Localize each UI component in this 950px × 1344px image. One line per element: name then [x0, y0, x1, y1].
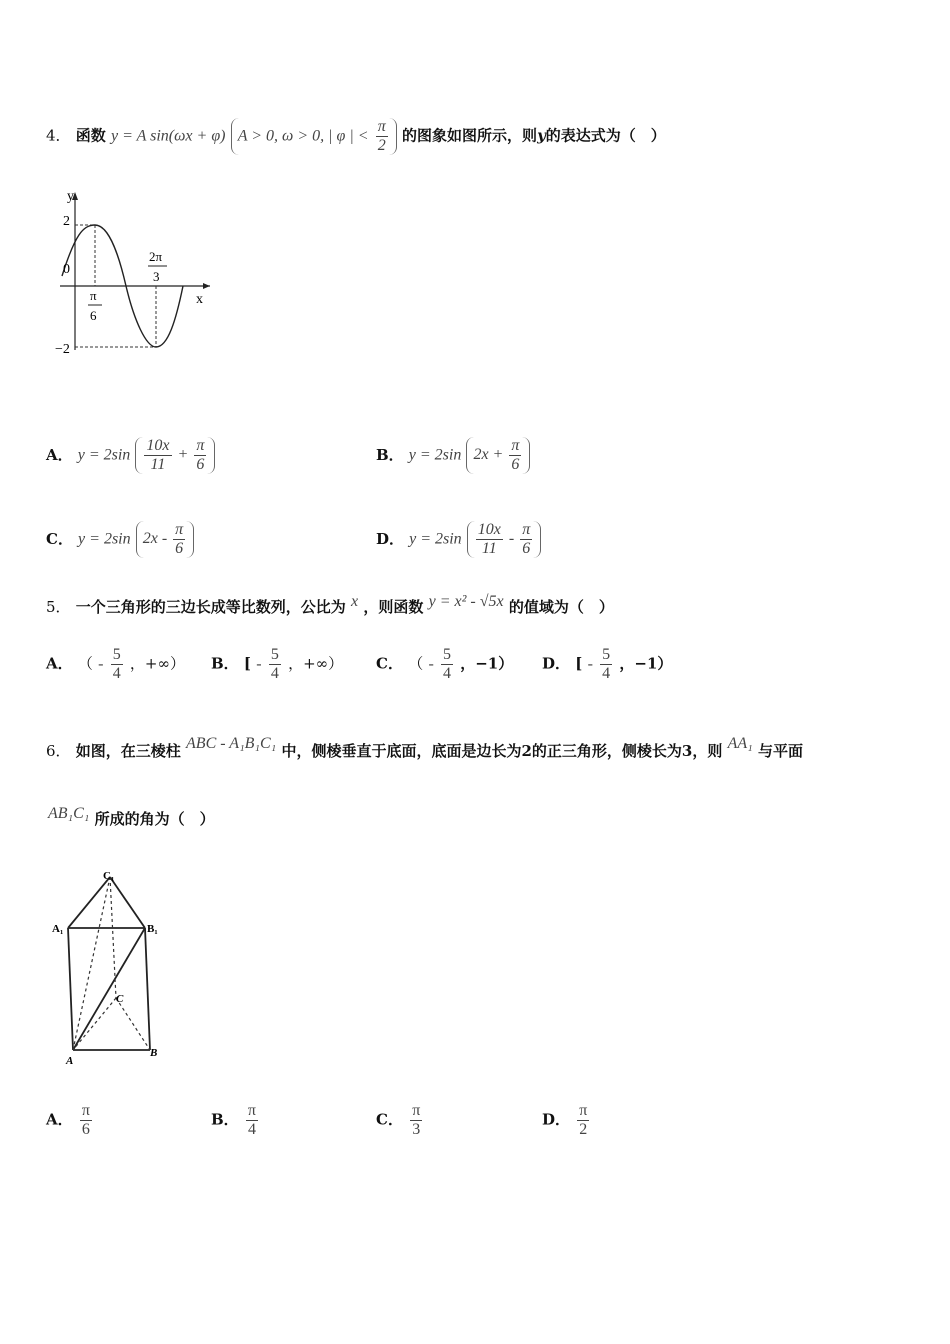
- label-c1: C₁: [103, 870, 115, 882]
- label-a1: A₁: [52, 923, 64, 935]
- graph-2pi3-num: 2π: [149, 249, 163, 264]
- frac-num: π: [196, 437, 205, 454]
- question-5-stem: [46, 593, 614, 617]
- option-label: D．: [542, 654, 571, 673]
- question-4-formula: y = A sin(ωx + φ): [111, 127, 226, 145]
- question-4-suffix-b: 的表达式为（ ）: [545, 126, 666, 145]
- option-label: C．: [46, 530, 73, 548]
- frac-den: 6: [81, 1121, 90, 1138]
- frac-num: π: [377, 118, 386, 135]
- edge-a1-a: [68, 928, 73, 1050]
- question-4-number: 4．: [46, 126, 71, 145]
- graph-pi6-num: π: [90, 288, 97, 303]
- label-c: C: [116, 993, 124, 1005]
- option-sign: -: [98, 655, 104, 673]
- frac-den: 4: [443, 665, 451, 682]
- frac-num: 5: [270, 646, 279, 663]
- option-rest: ，−1）: [619, 654, 673, 673]
- frac-den: 6: [196, 456, 205, 473]
- graph-tick-0: 0: [63, 262, 70, 277]
- edge-b1-b: [145, 928, 150, 1050]
- frac-den: 4: [602, 665, 611, 682]
- option-label: A．: [46, 446, 73, 464]
- q5-option-a[interactable]: [46, 646, 185, 683]
- frac-num: π: [175, 521, 184, 538]
- option-rest: ，−1）: [460, 654, 514, 673]
- question-5-text-a: 一个三角形的三边长成等比数列，公比为: [75, 598, 346, 616]
- question-4-condition: [231, 118, 397, 155]
- option-pre: y = 2sin: [78, 530, 131, 548]
- question-6-plane: AB₁C₁: [48, 805, 90, 822]
- option-open: （: [77, 654, 93, 673]
- edge-c-b: [116, 998, 150, 1050]
- frac-num: π: [412, 1102, 421, 1119]
- q4-option-c[interactable]: [46, 504, 194, 558]
- question-5-formula: y = x² - √5x: [428, 593, 504, 610]
- graph-tick-neg2: −2: [55, 342, 70, 357]
- option-label: D．: [376, 530, 405, 548]
- label-b1: B₁: [147, 923, 158, 935]
- frac-den: 2: [377, 137, 386, 154]
- option-rest: ，+∞）: [288, 654, 344, 673]
- edge-c1-c: [110, 877, 116, 998]
- option-label: B．: [376, 446, 404, 464]
- question-6-text-a: 如图，在三棱柱: [75, 742, 181, 760]
- label-a: A: [66, 1055, 74, 1067]
- frac-num: π: [81, 1102, 90, 1119]
- option-sign: -: [256, 655, 262, 673]
- frac-num: 10x: [477, 521, 501, 538]
- q4-option-d[interactable]: [376, 504, 541, 558]
- question-6-text-f: 所成的角为（ ）: [94, 810, 215, 828]
- q6-option-a[interactable]: [46, 1102, 94, 1139]
- question-6-text-b: 中，侧棱垂直于底面，底面是边长为: [281, 742, 522, 760]
- frac-den: 11: [481, 540, 497, 557]
- x-axis-arrow-icon: [203, 283, 210, 289]
- option-label: B．: [211, 1110, 239, 1129]
- graph-y-label: y: [67, 189, 74, 204]
- frac-num: 5: [112, 646, 121, 663]
- option-label: C．: [376, 1110, 403, 1129]
- question-6-edge: AA₁: [727, 735, 753, 752]
- q6-option-c[interactable]: [376, 1102, 424, 1139]
- frac-den: 2: [579, 1121, 588, 1138]
- question-5-number: 5．: [46, 598, 71, 616]
- edge-c-a: [73, 998, 116, 1050]
- option-pre: y = 2sin: [408, 446, 462, 464]
- option-label: A．: [46, 1110, 73, 1129]
- question-6-stem-line2: [48, 805, 215, 829]
- graph-2pi3-den: 3: [153, 269, 160, 284]
- q4-option-b[interactable]: [376, 420, 530, 474]
- option-label: A．: [46, 654, 73, 673]
- question-6-stem: [46, 735, 803, 761]
- option-pre: y = 2sin: [409, 530, 462, 548]
- question-5-text-b: ，则函数: [363, 598, 424, 616]
- frac-num: 10x: [146, 437, 170, 454]
- option-label: D．: [542, 1110, 571, 1129]
- question-6-prism-figure: [50, 862, 200, 1072]
- question-4-graph: [50, 180, 220, 365]
- option-sign: -: [428, 655, 434, 673]
- frac-den: 6: [511, 456, 520, 473]
- question-6-num3: 3: [681, 742, 693, 760]
- graph-x-label: x: [196, 292, 203, 307]
- option-op: -: [508, 530, 515, 548]
- question-4-prefix: 函数: [75, 126, 106, 145]
- option-open: [: [243, 654, 252, 673]
- q5-option-b[interactable]: [211, 646, 343, 683]
- graph-tick-2: 2: [63, 214, 70, 229]
- frac-den: 6: [522, 540, 531, 557]
- frac-num: π: [247, 1102, 256, 1119]
- option-op: +: [177, 446, 189, 464]
- edge-c1-b1: [110, 877, 145, 928]
- question-4-condition-left: A > 0, ω > 0, | φ | <: [237, 127, 369, 145]
- frac-den: 3: [412, 1121, 421, 1138]
- option-label: C．: [376, 654, 403, 673]
- option-open: [: [575, 654, 583, 673]
- frac-den: 4: [270, 665, 279, 682]
- q5-option-c[interactable]: [376, 646, 513, 683]
- question-4-stem: [46, 118, 666, 155]
- option-sign: -: [587, 655, 593, 673]
- frac-den: 6: [175, 540, 184, 557]
- option-label: B．: [211, 654, 239, 673]
- label-b: B: [150, 1047, 158, 1059]
- graph-pi6-den: 6: [90, 308, 97, 323]
- option-inner: 2x +: [473, 446, 504, 464]
- question-5-var: x: [351, 593, 359, 610]
- question-5-text-c: 的值域为（ ）: [508, 598, 614, 616]
- question-6-number: 6．: [46, 742, 71, 760]
- question-6-num2: 2: [521, 742, 532, 760]
- frac-num: 5: [602, 646, 611, 663]
- frac-den: 11: [150, 456, 166, 473]
- edge-c1-a1: [68, 877, 110, 928]
- question-6-text-c: 的正三角形，侧棱长为: [531, 742, 682, 760]
- frac-den: 4: [112, 665, 121, 682]
- frac-num: π: [511, 437, 520, 454]
- question-6-text-d: ，则: [692, 742, 723, 760]
- frac-num: π: [522, 521, 531, 538]
- q6-option-d[interactable]: [542, 1102, 591, 1139]
- option-pre: y = 2sin: [77, 446, 131, 464]
- question-6-prism: ABC - A₁B₁C₁: [186, 735, 277, 752]
- edge-c1-a: [73, 877, 110, 1050]
- frac-num: π: [579, 1102, 588, 1119]
- frac-den: 4: [247, 1121, 256, 1138]
- frac-num: 5: [443, 646, 451, 663]
- option-rest: ，+∞）: [129, 654, 185, 673]
- option-inner: 2x -: [142, 530, 168, 548]
- question-4-condition-frac: [376, 118, 388, 155]
- question-4-suffix-var: y: [537, 126, 546, 145]
- question-4-suffix-a: 的图象如图所示，则: [402, 126, 538, 145]
- question-6-text-e: 与平面: [757, 742, 803, 760]
- q6-option-b[interactable]: [211, 1102, 260, 1139]
- q4-option-a[interactable]: [46, 420, 215, 474]
- q5-option-d[interactable]: [542, 646, 672, 683]
- edge-a-b1: [73, 928, 145, 1050]
- option-open: （: [408, 654, 424, 673]
